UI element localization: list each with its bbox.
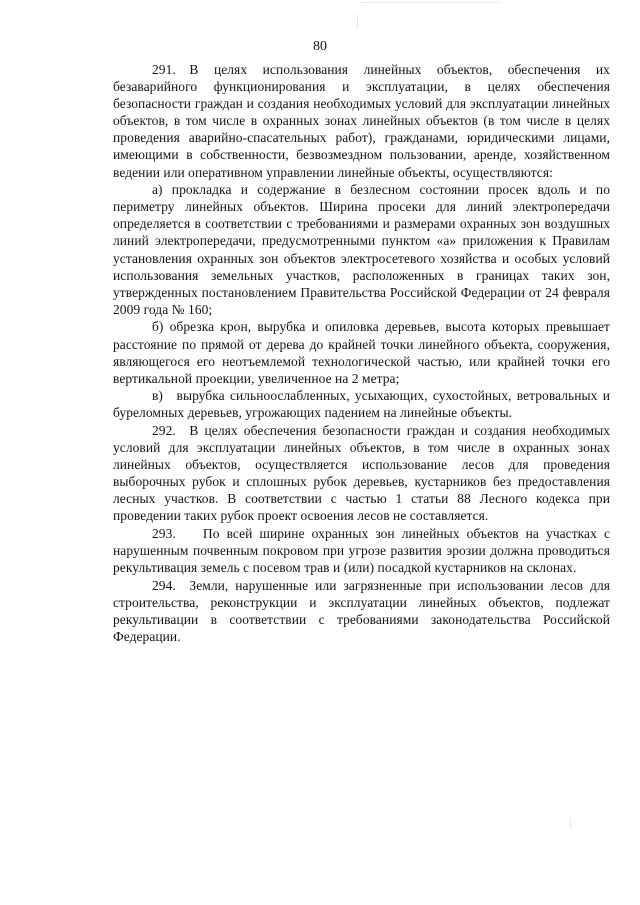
paragraph-292: 292. В целях обеспечения безопасности граждан и создания необходимых условий для эксплуатации линейных объектов, в том числе в охранных зонах линейных объектов, осуществляется использование лесов для проведения выборочных рубок и сплошных рубок деревьев, кустарников без предоставления лесных участков. В соответствии с частью 1 статьи 88 Лесного кодекса при проведении таких рубок проект освоения лесов не составляется.: [113, 422, 610, 524]
scan-artifact: [570, 818, 571, 828]
page-number: 80: [313, 39, 327, 54]
document-body: [113, 61, 610, 645]
paragraph-291: 291. В целях использования линейных объектов, обеспечения их безаварийного функционирования и эксплуатации, в целях обеспечения безопасности граждан и создания необходимых условий для эксплуатации линейных объектов, в том числе в охранных зонах линейных объектов (в том числе в целях проведения аварийно-спасательных работ), гражданами, юридическими лицами, имеющими в собственности, безвозмездном пользовании, аренде, хозяйственном ведении или оперативном управлении линейные объекты, осуществляются:: [113, 62, 610, 180]
paragraph-293: 293. По всей ширине охранных зон линейных объектов на участках с нарушенным почвенным покровом при угрозе развития эрозии должна проводиться рекультивация земель с посевом трав и (или) посадкой кустарников на склонах.: [113, 526, 610, 576]
paragraph-294: 294. Земли, нарушенные или загрязненные при использовании лесов для строительства, реконструкции и эксплуатации линейных объектов, подлежат рекультивации в соответствии с требованиями законодательства Российской Федерации.: [113, 577, 610, 645]
paragraph-291-a: а) прокладка и содержание в безлесном состоянии просек вдоль и по периметру линейных объектов. Ширина просеки для линий электропередачи определяется в соответствии с требованиями и размерами охранных зон воздушных линий электропередачи, предусмотренными пунктом «а» приложения к Правилам установления охранных зон объектов электросетевого хозяйства и особых условий использования земельных участков, расположенных в границах таких зон, утвержденных постановлением Правительства Российской Федерации от 24 февраля 2009 года № 160;: [113, 182, 610, 317]
scan-artifact: [357, 14, 358, 28]
paragraph-291-b: б) обрезка крон, вырубка и опиловка деревьев, высота которых превышает расстояние по прямой от дерева до крайней точки линейного объекта, сооружения, являющегося его неотъемлемой технологической частью, или крайней точки его вертикальной проекции, увеличенное на 2 метра;: [113, 319, 610, 386]
paragraph-291-v: в) вырубка сильноослабленных, усыхающих, сухостойных, ветровальных и буреломных деревьев, угрожающих падением на линейные объекты.: [113, 388, 610, 421]
scan-artifact: [360, 2, 500, 6]
